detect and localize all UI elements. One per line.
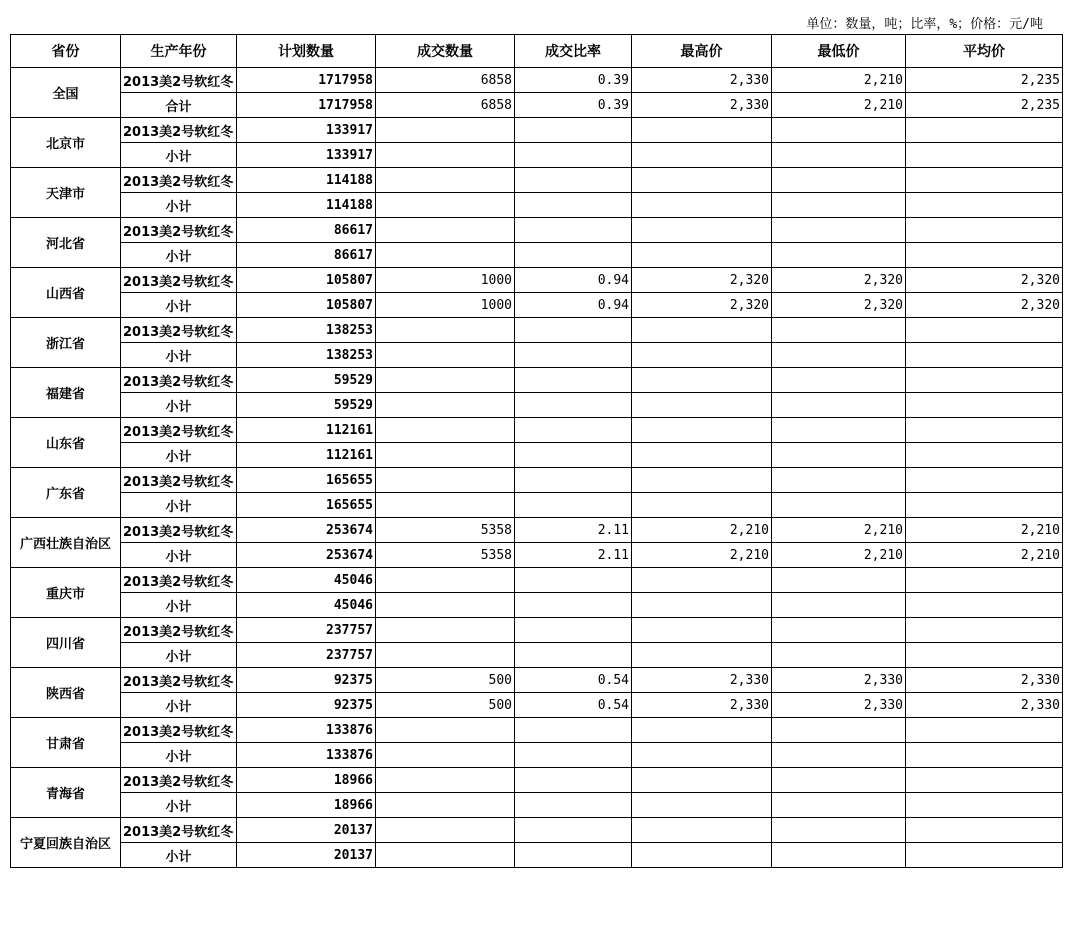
avg-price-cell: [906, 443, 1063, 468]
max-price-cell: [632, 243, 772, 268]
max-price-cell: [632, 843, 772, 868]
max-price-cell: [632, 718, 772, 743]
avg-price-cell: 2,210: [906, 518, 1063, 543]
max-price-cell: [632, 368, 772, 393]
traded-cell: [376, 468, 515, 493]
year-cell: 小计: [121, 293, 237, 318]
min-price-cell: [772, 768, 906, 793]
ratio-cell: 0.94: [515, 293, 632, 318]
ratio-cell: [515, 718, 632, 743]
max-price-cell: 2,330: [632, 68, 772, 93]
table-row: [11, 818, 1063, 843]
year-cell: 2013美2号软红冬: [121, 768, 237, 793]
planned-cell: 112161: [237, 418, 376, 443]
traded-cell: 6858: [376, 68, 515, 93]
min-price-cell: 2,320: [772, 268, 906, 293]
year-cell: 小计: [121, 493, 237, 518]
year-cell: 2013美2号软红冬: [121, 718, 237, 743]
header-max-price: 最高价: [632, 35, 772, 68]
table-row: [11, 668, 1063, 693]
table-row: [11, 393, 1063, 418]
year-cell: 2013美2号软红冬: [121, 818, 237, 843]
traded-cell: 500: [376, 668, 515, 693]
ratio-cell: 0.39: [515, 93, 632, 118]
avg-price-cell: [906, 393, 1063, 418]
avg-price-cell: [906, 168, 1063, 193]
planned-cell: 59529: [237, 393, 376, 418]
min-price-cell: [772, 418, 906, 443]
traded-cell: [376, 418, 515, 443]
ratio-cell: 0.54: [515, 668, 632, 693]
header-year: 生产年份: [121, 35, 237, 68]
avg-price-cell: [906, 118, 1063, 143]
year-cell: 小计: [121, 243, 237, 268]
min-price-cell: [772, 793, 906, 818]
planned-cell: 18966: [237, 793, 376, 818]
avg-price-cell: [906, 368, 1063, 393]
avg-price-cell: [906, 793, 1063, 818]
planned-cell: 86617: [237, 243, 376, 268]
avg-price-cell: [906, 843, 1063, 868]
table-row: [11, 618, 1063, 643]
province-cell: 宁夏回族自治区: [11, 818, 121, 868]
traded-cell: [376, 843, 515, 868]
min-price-cell: [772, 443, 906, 468]
planned-cell: 133876: [237, 718, 376, 743]
year-cell: 小计: [121, 193, 237, 218]
max-price-cell: [632, 568, 772, 593]
year-cell: 2013美2号软红冬: [121, 468, 237, 493]
min-price-cell: [772, 593, 906, 618]
max-price-cell: [632, 143, 772, 168]
ratio-cell: [515, 318, 632, 343]
traded-cell: [376, 168, 515, 193]
avg-price-cell: [906, 593, 1063, 618]
ratio-cell: 0.54: [515, 693, 632, 718]
max-price-cell: 2,330: [632, 93, 772, 118]
max-price-cell: 2,210: [632, 543, 772, 568]
traded-cell: [376, 618, 515, 643]
planned-cell: 92375: [237, 668, 376, 693]
ratio-cell: [515, 243, 632, 268]
table-row: [11, 218, 1063, 243]
planned-cell: 1717958: [237, 68, 376, 93]
year-cell: 小计: [121, 643, 237, 668]
traded-cell: [376, 643, 515, 668]
traded-cell: 1000: [376, 293, 515, 318]
avg-price-cell: [906, 193, 1063, 218]
year-cell: 2013美2号软红冬: [121, 168, 237, 193]
year-cell: 2013美2号软红冬: [121, 418, 237, 443]
planned-cell: 133917: [237, 143, 376, 168]
province-cell: 山东省: [11, 418, 121, 468]
ratio-cell: 2.11: [515, 518, 632, 543]
province-cell: 浙江省: [11, 318, 121, 368]
table-row: [11, 418, 1063, 443]
min-price-cell: [772, 643, 906, 668]
table-row: [11, 468, 1063, 493]
table-header-row: [11, 35, 1063, 68]
year-cell: 小计: [121, 343, 237, 368]
max-price-cell: [632, 343, 772, 368]
year-cell: 小计: [121, 543, 237, 568]
province-cell: 天津市: [11, 168, 121, 218]
table-row: [11, 168, 1063, 193]
province-cell: 福建省: [11, 368, 121, 418]
min-price-cell: [772, 468, 906, 493]
province-cell: 全国: [11, 68, 121, 118]
table-row: [11, 343, 1063, 368]
traded-cell: [376, 368, 515, 393]
avg-price-cell: [906, 818, 1063, 843]
max-price-cell: [632, 118, 772, 143]
table-body: [11, 68, 1063, 868]
year-cell: 2013美2号软红冬: [121, 318, 237, 343]
ratio-cell: [515, 793, 632, 818]
planned-cell: 114188: [237, 168, 376, 193]
table-row: [11, 793, 1063, 818]
avg-price-cell: 2,330: [906, 693, 1063, 718]
table-row: [11, 318, 1063, 343]
province-cell: 广西壮族自治区: [11, 518, 121, 568]
avg-price-cell: [906, 493, 1063, 518]
avg-price-cell: [906, 468, 1063, 493]
auction-results-table: [10, 34, 1063, 868]
max-price-cell: [632, 468, 772, 493]
ratio-cell: [515, 218, 632, 243]
ratio-cell: [515, 568, 632, 593]
header-ratio: 成交比率: [515, 35, 632, 68]
avg-price-cell: [906, 318, 1063, 343]
header-traded: 成交数量: [376, 35, 515, 68]
year-cell: 小计: [121, 843, 237, 868]
avg-price-cell: [906, 143, 1063, 168]
traded-cell: [376, 793, 515, 818]
year-cell: 小计: [121, 793, 237, 818]
traded-cell: [376, 568, 515, 593]
ratio-cell: [515, 468, 632, 493]
ratio-cell: 2.11: [515, 543, 632, 568]
traded-cell: [376, 193, 515, 218]
avg-price-cell: 2,330: [906, 668, 1063, 693]
max-price-cell: [632, 168, 772, 193]
year-cell: 小计: [121, 393, 237, 418]
traded-cell: [376, 818, 515, 843]
min-price-cell: [772, 118, 906, 143]
traded-cell: 6858: [376, 93, 515, 118]
province-cell: 青海省: [11, 768, 121, 818]
min-price-cell: [772, 143, 906, 168]
planned-cell: 237757: [237, 618, 376, 643]
avg-price-cell: 2,235: [906, 93, 1063, 118]
ratio-cell: [515, 143, 632, 168]
table-row: [11, 643, 1063, 668]
traded-cell: [376, 593, 515, 618]
traded-cell: [376, 493, 515, 518]
province-cell: 甘肃省: [11, 718, 121, 768]
planned-cell: 133876: [237, 743, 376, 768]
year-cell: 2013美2号软红冬: [121, 618, 237, 643]
planned-cell: 45046: [237, 568, 376, 593]
min-price-cell: 2,330: [772, 668, 906, 693]
table-row: [11, 518, 1063, 543]
table-row: [11, 593, 1063, 618]
avg-price-cell: 2,320: [906, 293, 1063, 318]
min-price-cell: [772, 843, 906, 868]
avg-price-cell: [906, 743, 1063, 768]
planned-cell: 105807: [237, 293, 376, 318]
max-price-cell: [632, 443, 772, 468]
ratio-cell: [515, 118, 632, 143]
year-cell: 2013美2号软红冬: [121, 268, 237, 293]
ratio-cell: [515, 493, 632, 518]
year-cell: 小计: [121, 693, 237, 718]
max-price-cell: [632, 218, 772, 243]
table-row: [11, 693, 1063, 718]
table-row: [11, 118, 1063, 143]
avg-price-cell: [906, 568, 1063, 593]
year-cell: 小计: [121, 743, 237, 768]
planned-cell: 165655: [237, 468, 376, 493]
year-cell: 2013美2号软红冬: [121, 118, 237, 143]
table-row: [11, 243, 1063, 268]
min-price-cell: 2,320: [772, 293, 906, 318]
planned-cell: 1717958: [237, 93, 376, 118]
traded-cell: [376, 718, 515, 743]
max-price-cell: [632, 818, 772, 843]
year-cell: 2013美2号软红冬: [121, 668, 237, 693]
planned-cell: 138253: [237, 318, 376, 343]
ratio-cell: [515, 443, 632, 468]
planned-cell: 20137: [237, 843, 376, 868]
avg-price-cell: [906, 218, 1063, 243]
ratio-cell: [515, 593, 632, 618]
table-row: [11, 843, 1063, 868]
avg-price-cell: 2,320: [906, 268, 1063, 293]
min-price-cell: 2,210: [772, 543, 906, 568]
planned-cell: 253674: [237, 543, 376, 568]
ratio-cell: [515, 818, 632, 843]
year-cell: 小计: [121, 143, 237, 168]
planned-cell: 59529: [237, 368, 376, 393]
province-cell: 陕西省: [11, 668, 121, 718]
avg-price-cell: [906, 243, 1063, 268]
traded-cell: 1000: [376, 268, 515, 293]
avg-price-cell: [906, 643, 1063, 668]
year-cell: 合计: [121, 93, 237, 118]
ratio-cell: [515, 393, 632, 418]
max-price-cell: [632, 318, 772, 343]
min-price-cell: 2,210: [772, 68, 906, 93]
planned-cell: 105807: [237, 268, 376, 293]
table-row: [11, 368, 1063, 393]
table-row: [11, 68, 1063, 93]
table-row: [11, 193, 1063, 218]
avg-price-cell: [906, 343, 1063, 368]
min-price-cell: [772, 193, 906, 218]
table-row: [11, 543, 1063, 568]
traded-cell: [376, 393, 515, 418]
planned-cell: 112161: [237, 443, 376, 468]
avg-price-cell: [906, 768, 1063, 793]
min-price-cell: 2,210: [772, 518, 906, 543]
traded-cell: 5358: [376, 518, 515, 543]
planned-cell: 237757: [237, 643, 376, 668]
min-price-cell: [772, 168, 906, 193]
min-price-cell: [772, 318, 906, 343]
planned-cell: 86617: [237, 218, 376, 243]
traded-cell: [376, 768, 515, 793]
planned-cell: 18966: [237, 768, 376, 793]
min-price-cell: [772, 393, 906, 418]
province-cell: 四川省: [11, 618, 121, 668]
traded-cell: [376, 243, 515, 268]
traded-cell: [376, 343, 515, 368]
ratio-cell: [515, 168, 632, 193]
max-price-cell: 2,330: [632, 693, 772, 718]
ratio-cell: [515, 418, 632, 443]
table-row: [11, 143, 1063, 168]
ratio-cell: 0.94: [515, 268, 632, 293]
traded-cell: [376, 118, 515, 143]
min-price-cell: [772, 368, 906, 393]
planned-cell: 133917: [237, 118, 376, 143]
ratio-cell: [515, 368, 632, 393]
province-cell: 山西省: [11, 268, 121, 318]
header-province: 省份: [11, 35, 121, 68]
max-price-cell: 2,330: [632, 668, 772, 693]
year-cell: 2013美2号软红冬: [121, 568, 237, 593]
province-cell: 重庆市: [11, 568, 121, 618]
table-row: [11, 443, 1063, 468]
min-price-cell: [772, 743, 906, 768]
max-price-cell: [632, 593, 772, 618]
planned-cell: 165655: [237, 493, 376, 518]
planned-cell: 138253: [237, 343, 376, 368]
ratio-cell: [515, 768, 632, 793]
table-row: [11, 293, 1063, 318]
min-price-cell: 2,210: [772, 93, 906, 118]
min-price-cell: [772, 493, 906, 518]
province-cell: 北京市: [11, 118, 121, 168]
header-planned: 计划数量: [237, 35, 376, 68]
year-cell: 小计: [121, 443, 237, 468]
ratio-cell: [515, 643, 632, 668]
unit-note: 单位：数量，吨；比率，%；价格：元/吨: [806, 17, 1043, 32]
ratio-cell: [515, 343, 632, 368]
province-cell: 广东省: [11, 468, 121, 518]
min-price-cell: 2,330: [772, 693, 906, 718]
year-cell: 2013美2号软红冬: [121, 68, 237, 93]
ratio-cell: [515, 618, 632, 643]
table-row: [11, 768, 1063, 793]
max-price-cell: 2,320: [632, 268, 772, 293]
max-price-cell: [632, 743, 772, 768]
max-price-cell: 2,320: [632, 293, 772, 318]
header-avg-price: 平均价: [906, 35, 1063, 68]
avg-price-cell: 2,210: [906, 543, 1063, 568]
min-price-cell: [772, 218, 906, 243]
avg-price-cell: [906, 418, 1063, 443]
traded-cell: [376, 218, 515, 243]
table-row: [11, 568, 1063, 593]
avg-price-cell: [906, 618, 1063, 643]
traded-cell: 500: [376, 693, 515, 718]
traded-cell: 5358: [376, 543, 515, 568]
traded-cell: [376, 143, 515, 168]
province-cell: 河北省: [11, 218, 121, 268]
max-price-cell: 2,210: [632, 518, 772, 543]
year-cell: 2013美2号软红冬: [121, 518, 237, 543]
traded-cell: [376, 443, 515, 468]
year-cell: 2013美2号软红冬: [121, 218, 237, 243]
ratio-cell: [515, 843, 632, 868]
max-price-cell: [632, 768, 772, 793]
planned-cell: 20137: [237, 818, 376, 843]
max-price-cell: [632, 393, 772, 418]
max-price-cell: [632, 643, 772, 668]
traded-cell: [376, 318, 515, 343]
max-price-cell: [632, 618, 772, 643]
max-price-cell: [632, 418, 772, 443]
min-price-cell: [772, 818, 906, 843]
planned-cell: 45046: [237, 593, 376, 618]
traded-cell: [376, 743, 515, 768]
table-row: [11, 493, 1063, 518]
table-row: [11, 93, 1063, 118]
min-price-cell: [772, 568, 906, 593]
planned-cell: 114188: [237, 193, 376, 218]
max-price-cell: [632, 793, 772, 818]
year-cell: 小计: [121, 593, 237, 618]
max-price-cell: [632, 193, 772, 218]
planned-cell: 92375: [237, 693, 376, 718]
planned-cell: 253674: [237, 518, 376, 543]
min-price-cell: [772, 718, 906, 743]
table-row: [11, 743, 1063, 768]
ratio-cell: 0.39: [515, 68, 632, 93]
table-row: [11, 268, 1063, 293]
min-price-cell: [772, 243, 906, 268]
ratio-cell: [515, 193, 632, 218]
year-cell: 2013美2号软红冬: [121, 368, 237, 393]
avg-price-cell: 2,235: [906, 68, 1063, 93]
max-price-cell: [632, 493, 772, 518]
table-row: [11, 718, 1063, 743]
header-min-price: 最低价: [772, 35, 906, 68]
min-price-cell: [772, 618, 906, 643]
ratio-cell: [515, 743, 632, 768]
avg-price-cell: [906, 718, 1063, 743]
min-price-cell: [772, 343, 906, 368]
